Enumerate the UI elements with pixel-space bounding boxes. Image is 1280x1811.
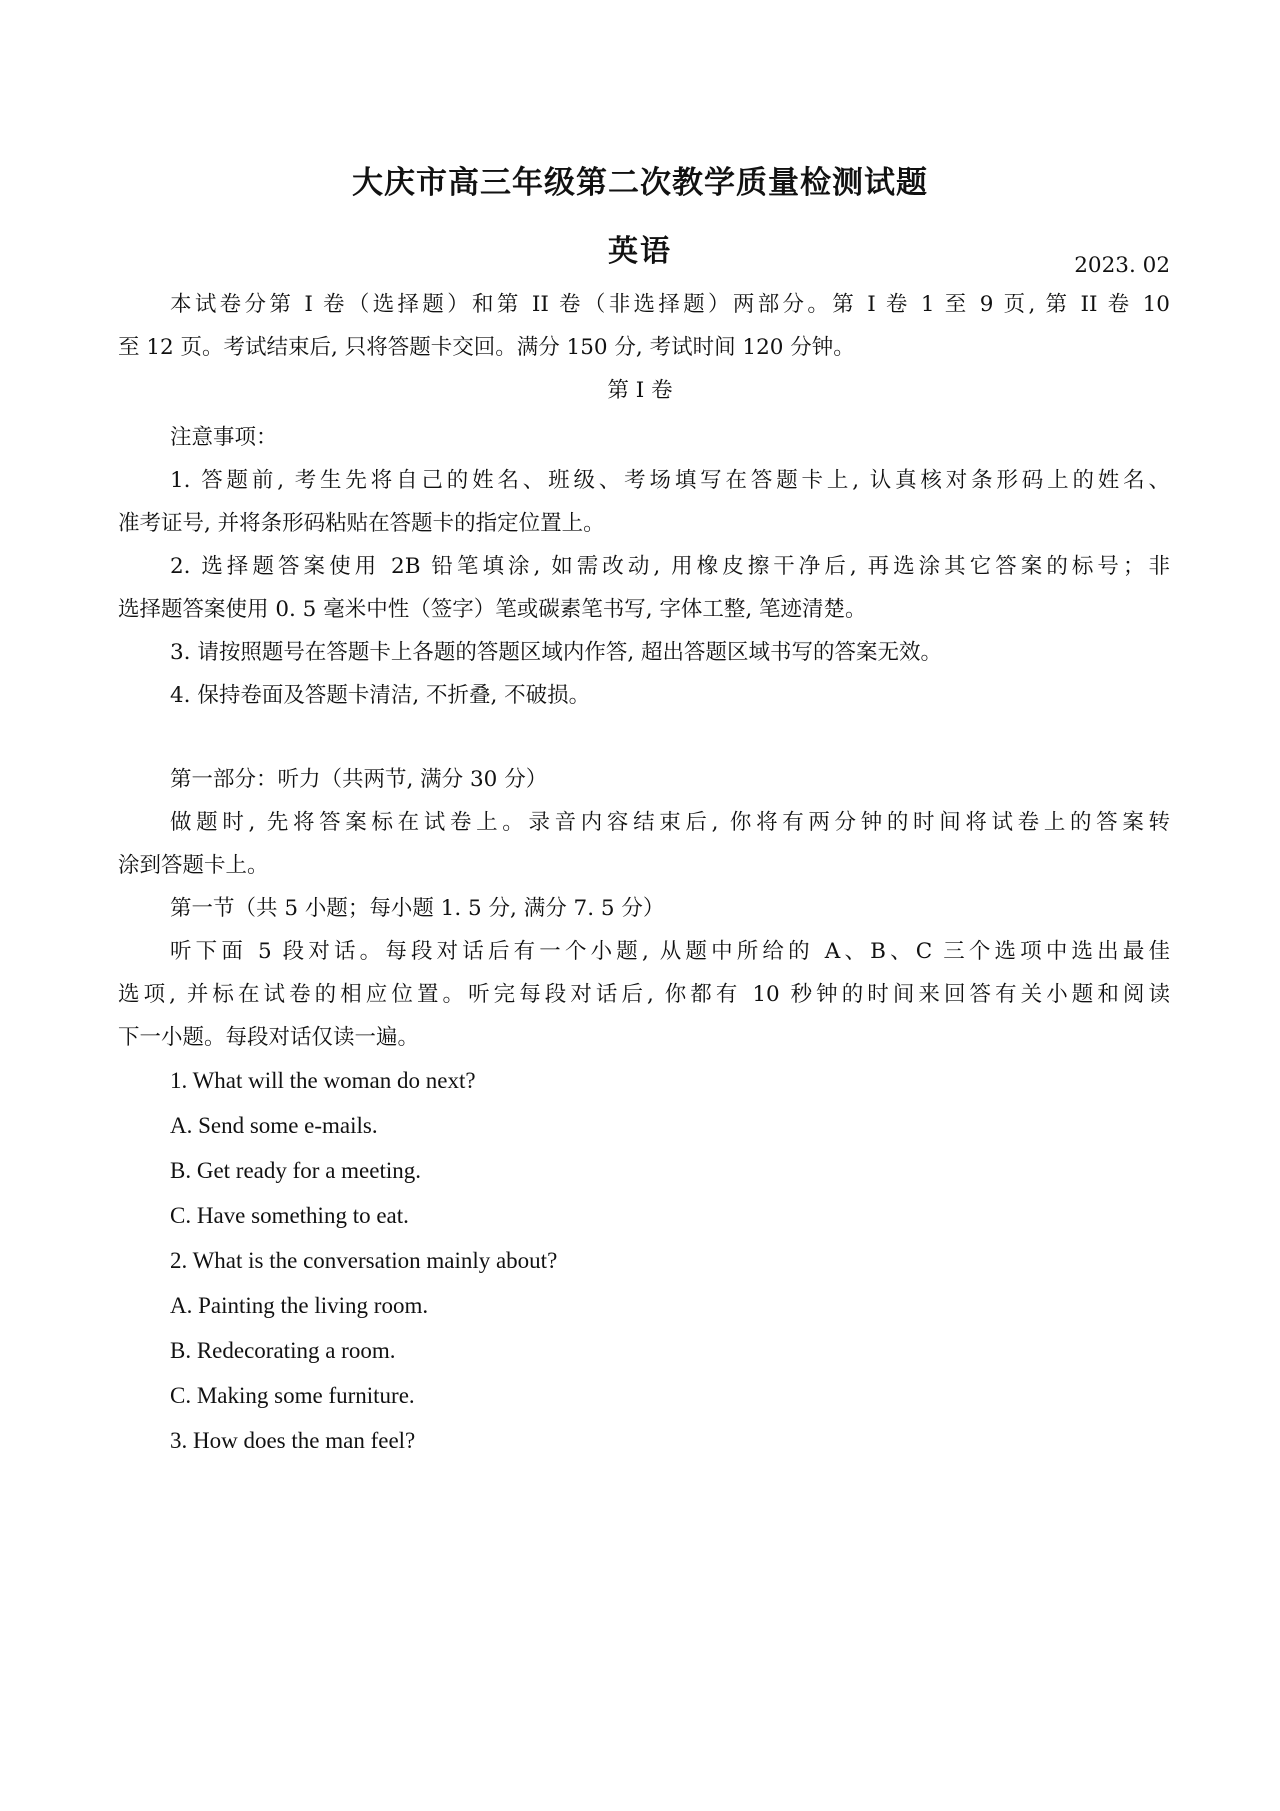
note-2-line-2: 选择题答案使用 0. 5 毫米中性（签字）笔或碳素笔书写, 字体工整, 笔迹清楚。 — [118, 597, 867, 622]
note-1-line-2: 准考证号, 并将条形码粘贴在答题卡的指定位置上。 — [118, 511, 605, 536]
note-4: 4. 保持卷面及答题卡清洁, 不折叠, 不破损。 — [170, 683, 591, 708]
part1-instr-line-2: 涂到答题卡上。 — [118, 853, 269, 878]
question-2-option-b: B. Redecorating a room. — [170, 1338, 396, 1363]
volume-label: 第 I 卷 — [607, 378, 673, 403]
exam-title: 大庆市高三年级第二次教学质量检测试题 — [352, 165, 928, 201]
intro-line-1: 本试卷分第 I 卷（选择题）和第 II 卷（非选择题）两部分。第 I 卷 1 至 9 页, 第 II 卷 10 — [170, 292, 1170, 317]
note-3: 3. 请按照题号在答题卡上各题的答题区域内作答, 超出答题区域书写的答案无效。 — [170, 640, 943, 665]
question-2-option-c: C. Making some furniture. — [170, 1383, 415, 1408]
question-2-option-a: A. Painting the living room. — [170, 1293, 429, 1318]
question-1-option-b: B. Get ready for a meeting. — [170, 1158, 421, 1183]
notes-heading: 注意事项： — [170, 425, 278, 450]
section1-line-3: 下一小题。每段对话仅读一遍。 — [118, 1025, 420, 1050]
section1-heading: 第一节（共 5 小题；每小题 1. 5 分, 满分 7. 5 分） — [170, 896, 665, 921]
subject-title: 英语 — [608, 234, 672, 269]
section1-line-2: 选项, 并标在试卷的相应位置。听完每段对话后, 你都有 10 秒钟的时间来回答有关小题和阅读 — [118, 982, 1170, 1007]
question-1-option-a: A. Send some e-mails. — [170, 1113, 378, 1138]
question-3-stem: 3. How does the man feel? — [170, 1428, 416, 1453]
part1-heading: 第一部分：听力（共两节, 满分 30 分） — [170, 767, 548, 792]
note-2-line-1: 2. 选择题答案使用 2B 铅笔填涂, 如需改动, 用橡皮擦干净后, 再选涂其它答案的标号；非 — [170, 554, 1170, 579]
question-1-option-c: C. Have something to eat. — [170, 1203, 409, 1228]
intro-line-2: 至 12 页。考试结束后, 只将答题卡交回。满分 150 分, 考试时间 120 分钟。 — [118, 335, 855, 360]
exam-date: 2023. 02 — [1074, 253, 1170, 278]
part1-instr-line-1: 做题时, 先将答案标在试卷上。录音内容结束后, 你将有两分钟的时间将试卷上的答案转 — [170, 810, 1170, 835]
section1-line-1: 听下面 5 段对话。每段对话后有一个小题, 从题中所给的 A、B、C 三个选项中选出最佳 — [170, 939, 1170, 964]
note-1-line-1: 1. 答题前, 考生先将自己的姓名、班级、考场填写在答题卡上, 认真核对条形码上的姓名、 — [170, 468, 1170, 493]
question-1-stem: 1. What will the woman do next? — [170, 1068, 476, 1093]
question-2-stem: 2. What is the conversation mainly about? — [170, 1248, 558, 1273]
